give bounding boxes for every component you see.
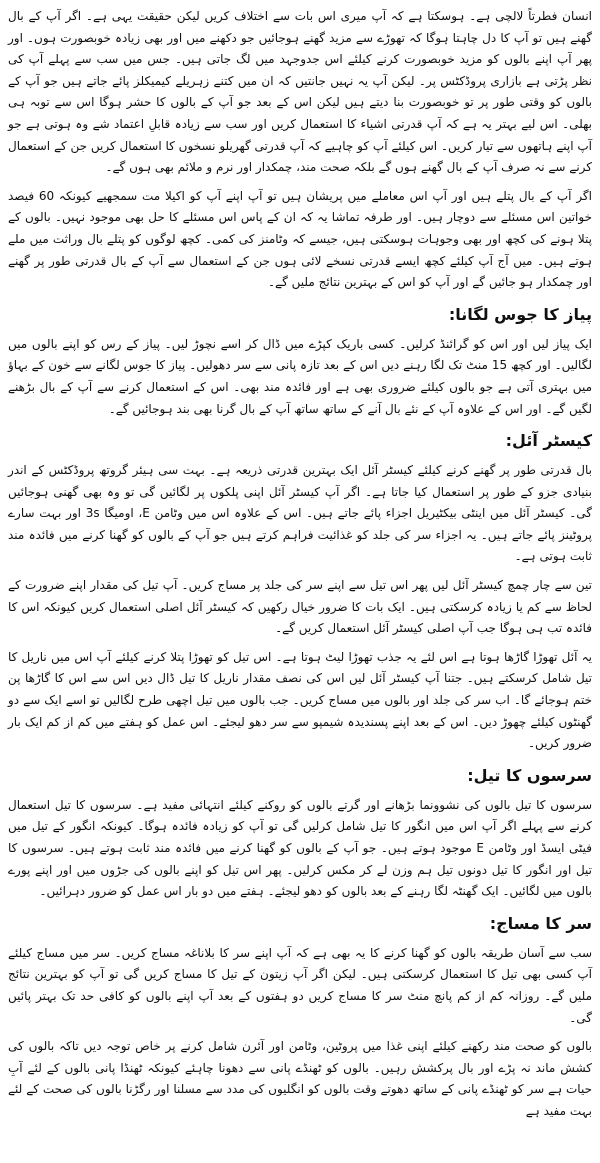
section-heading: کیسٹر آئل: — [505, 431, 592, 451]
section-heading: پیاز کا جوس لگانا: — [448, 304, 592, 324]
section-paragraph: ایک پیاز لیں اور اس کو گرائنڈ کرلیں۔ کسی باریک کپڑے میں ڈال کر اسے نچوڑ لیں۔ پیاز کے رس کو اپنے بالوں میں لگالیں۔ اور کچھ 15 منٹ تک لگا رہنے دیں اس کے بعد تازہ پانی سے سر دھولیں۔ پیاز کا جوس لگانے سے خون کے بہاؤ میں بہتری آتی ہے جو بالوں کیلئے ضروری بھی ہے اور فائدہ مند بھی۔ اس کے استعمال کرنے سے آپ کے بال بڑھنے لگیں گے۔ اور اس کے علاوہ آپ کے نئے بال آنے کے ساتھ ساتھ آپ کے بال گرنا بھی بند ہوجائیں گے۔ — [8, 336, 592, 416]
section-mustard-oil — [8, 763, 592, 903]
section-heading: سر کا مساج: — [489, 913, 592, 933]
intro-paragraph: اگر آپ کے بال پتلے ہیں اور آپ اس معاملے میں پریشان ہیں تو آپ اپنے آپ کو اکیلا مت سمجھیے کیونکہ 60 فیصد خواتین اس مسئلے سے دوچار ہیں۔ اور طرفہ تماشا یہ کہ ان کے پاس اس مسئلے کا حل بھی موجود نہیں۔ بالوں کے پتلا ہونے کی کچھ اور بھی وجوہات ہوسکتی ہیں، جیسے کہ وٹامنز کی کمی۔ کچھ لوگوں کو پتلے بال وراثت میں ملے ہوتے ہیں۔ میں آج آپ کیلئے کچھ ایسے قدرتی نسخے لائی ہوں جن کے استعمال سے آپ کے بال قدرتی طور پر گھنے اور چمکدار ہو جائیں گے اور آپ کو اس کے بہترین نتائج ملیں گے۔ — [8, 188, 592, 290]
section-paragraph: سرسوں کا تیل بالوں کی نشوونما بڑھانے اور گرتے بالوں کو روکنے کیلئے انتہائی مفید ہے۔ سرسوں کا تیل استعمال کرنے سے پہلے اگر آپ اس میں انگور کا تیل شامل کرلیں گی تو آپ کو زیادہ فائدہ ہوگا۔ کیونکہ انگور کے تیل میں فیٹی ایسڈ اور وٹامن E موجود ہوتے ہیں۔ جو آپ کے بالوں کو گھنا کرنے میں فائدہ مند ثابت ہوتے ہیں۔ سرسوں کا تیل اور انگور کا تیل دونوں تیل ہم وزن لے کر مکس کرلیں۔ پھر اس تیل کو اپنے بالوں کی جڑوں میں اور اپنے پورے بالوں میں لگائیں۔ ایک گھنٹہ لگا رہنے کے بعد بالوں کو دھو لیجئے۔ ہفتے میں دو بار اس عمل کو ضرور دہرائیں۔ — [8, 797, 592, 899]
intro-paragraph: انسان فطرتاً لالچی ہے۔ ہوسکتا ہے کہ آپ میری اس بات سے اختلاف کریں لیکن حقیقت یہی ہے۔ اگر آپ کے بال گھنے ہیں تو آپ کا دل چاہتا ہوگا کہ تھوڑے سے مزید گھنے ہوجائیں جو دکھنے میں اور بھی زیادہ خوبصورت ہوں۔ اور پھر آپ اپنے بالوں کو مزید خوبصورت کرنے کیلئے اس جدوجہد میں لگ جاتی ہیں۔ جس میں سب سے پہلے آپ کی نظر پڑتی ہے بازاری پروڈکٹس پر۔ لیکن آپ یہ نہیں جانتیں کہ ان میں کتنے زہریلے کیمیکلز پائے جاتے ہیں جو آپ کے بالوں کو وقتی طور پر تو خوبصورت بنا دیتے ہیں لیکن اس کے بعد جو آپ کے بالوں کا حشر ہوگا اس سے توبہ ہی بھلی۔ اس لیے بہتر یہ ہے کہ آپ قدرتی اشیاء کا استعمال کریں اور سب سے زیادہ قابلِ اعتماد شے وہ ہوتی ہے جو آپ اپنے ہاتھوں سے تیار کریں۔ اس کیلئے آپ کو چاہیے کہ آپ قدرتی گھریلو نسخوں کا استعمال کریں جن کے استعمال کرنے سے نہ صرف آپ کے بال گھنے ہوں گے بلکہ صحت مند، چمکدار اور نرم و ملائم بھی ہوں گے۔ — [8, 9, 593, 175]
section-head-massage — [8, 911, 592, 1123]
section-paragraph: سب سے آسان طریقہ بالوں کو گھنا کرنے کا یہ بھی ہے کہ آپ اپنے سر کا بلاناغہ مساج کریں۔ سر میں مساج کیلئے آپ کسی بھی تیل کا استعمال کرسکتی ہیں۔ لیکن اگر آپ زیتون کے تیل کا مساج کریں گی تو آپ کو بہترین نتائج ملیں گے۔ روزانہ کم از کم پانچ منٹ سر کا مساج کریں دو ہفتوں کے بعد آپ اپنے بالوں کو کافی حد تک بہتر پائیں گی۔ — [8, 945, 592, 1025]
section-paragraph: تین سے چار چمچ کیسٹر آئل لیں پھر اس تیل سے اپنے سر کی جلد پر مساج کریں۔ آپ تیل کی مقدار اپنے ضرورت کے لحاظ سے کم یا زیادہ کرسکتی ہیں۔ ایک بات کا ضرور خیال رکھیں کہ کیسٹر آئل اصلی استعمال کریں کیونکہ اس کا فائدہ تب ہی ہوگا جب آپ اصلی کیسٹر آئل استعمال کریں گے۔ — [8, 578, 592, 636]
section-onion-juice — [8, 302, 592, 420]
section-heading: سرسوں کا تیل: — [467, 765, 592, 785]
section-castor-oil — [8, 428, 592, 755]
section-paragraph: بال قدرتی طور پر گھنے کرنے کیلئے کیسٹر آئل ایک بہترین قدرتی ذریعہ ہے۔ بہت سی ہیئر گروتھ پروڈکٹس کے اندر بنیادی جزو کے طور پر استعمال کیا جاتا ہے۔ اگر آپ کیسٹر آئل اپنی پلکوں پر لگائیں گی تو وہ بھی گھنی ہوجائیں گی۔ کیسٹر آئل میں اینٹی بیکٹیریل اجزاء پائے جاتے ہیں۔ اس کے علاوہ اس میں وٹامن E، اومیگا 3s اور بہت سارے پروٹینز پائے جاتے ہیں۔ یہ اجزاء سر کی جلد کو غذائیت فراہم کرتے ہیں جو آپ کے بالوں کو گھنا کرنے میں فائدہ مند ثابت ہوتی ہے۔ — [8, 463, 593, 564]
section-paragraph: بالوں کو صحت مند رکھنے کیلئے اپنی غذا میں پروٹین، وٹامن اور آئرن شامل کرنے پر خاص توجہ دیں تاکہ بالوں کی کشش ماند نہ پڑے اور بال پرکشش رہیں۔ بالوں کو ٹھنڈے پانی سے دھونا چاہئے کیونکہ ٹھنڈا پانی بالوں کے لئے آبِ حیات ہے سر کو ٹھنڈے پانی کے ساتھ دھوتے وقت بالوں کو انگلیوں کی مدد سے مسلنا اور رگڑنا بالوں کی صحت کے لئے بہت مفید ہے — [8, 1039, 592, 1118]
section-paragraph: یہ آئل تھوڑا گاڑھا ہوتا ہے اس لئے یہ جذب تھوڑا لیٹ ہوتا ہے۔ اس تیل کو تھوڑا پتلا کرنے کیلئے آپ اس میں ناریل کا تیل شامل کرسکتے ہیں۔ جتنا آپ کیسٹر آئل لیں اس کی نصف مقدار ناریل کا تیل ڈال دیں اس سے اس کا گاڑھا پن ختم ہوجائے گا۔ اب سر کی جلد اور بالوں میں مساج کریں۔ جب بالوں میں تیل اچھی طرح لگالیں تو اسے ایک سے دو گھنٹوں کیلئے چھوڑ دیں۔ اس کے بعد اپنے پسندیدہ شیمپو سے سر دھو لیجئے۔ اس عمل کو ہفتے میں کم از کم ایک بار ضرور کریں۔ — [8, 649, 592, 751]
